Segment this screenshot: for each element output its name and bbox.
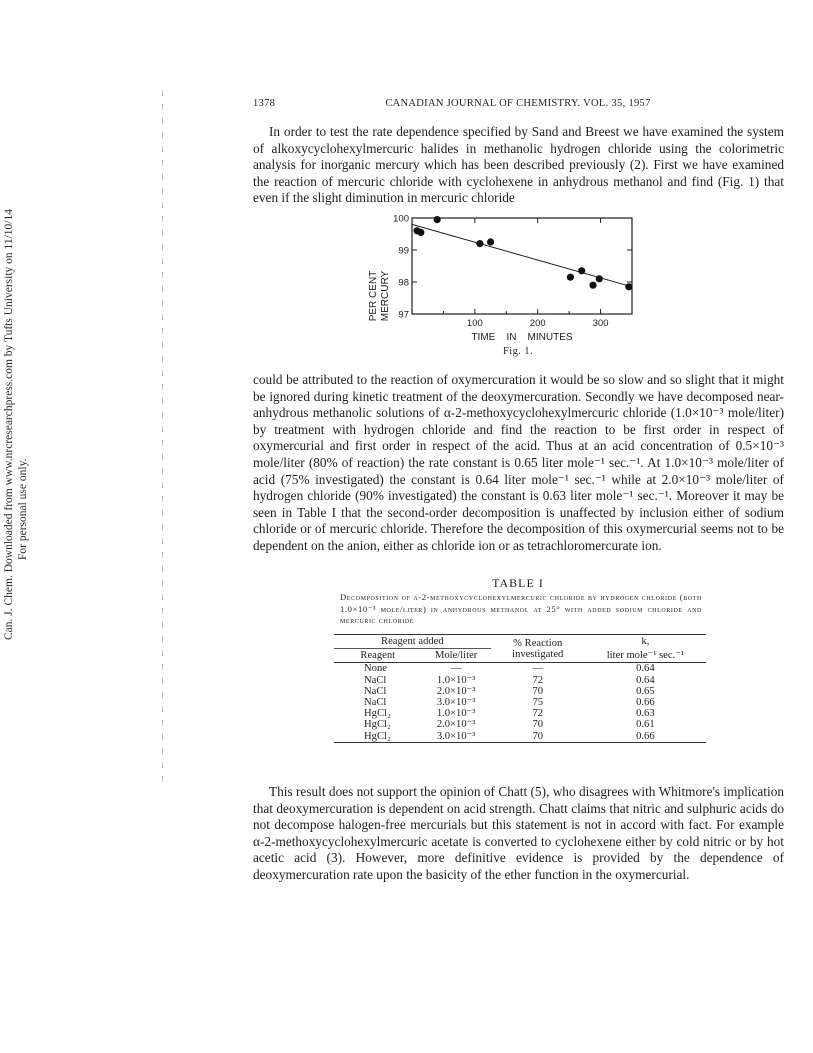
x-axis-label: TIME IN MINUTES: [471, 332, 573, 343]
watermark-line-1: Can. J. Chem. Downloaded from www.nrcresearchpress.com by Tufts University on 11/10/14: [3, 209, 15, 640]
paragraph-1: [253, 124, 784, 207]
y-tick-label: 97: [398, 309, 409, 321]
table-cell-k: 0.66: [636, 730, 655, 742]
table-cell-mole: 3.0×10⁻³: [436, 697, 476, 709]
table-cell-k: 0.64: [636, 663, 655, 675]
paragraph-2: [253, 372, 784, 555]
table-cell-reaction: 75: [532, 697, 544, 709]
y-tick-label: 99: [398, 245, 409, 257]
download-watermark: [0, 160, 46, 640]
table-body: [334, 663, 706, 742]
table-cell-mole: —: [450, 663, 462, 675]
table-cell-reaction: —: [532, 663, 544, 675]
paragraph-1-text: In order to test the rate dependence specified by Sand and Breest we have examined the system of alkoxycyclohexylmercuric halides in methanolic hydrogen chloride using the colorimetric analysis for inorganic mercury which has been described previously (2). First we have examined the reaction of mercuric chloride with cyclohexene in anhydrous methanol and find (Fig. 1) that even if the slight diminution in mercuric chloride: [253, 124, 784, 206]
figure-caption: Fig. 1.: [503, 346, 533, 357]
figure-1: [360, 212, 650, 362]
table-row: [334, 663, 706, 675]
table-row: [334, 731, 706, 743]
table-cell-reaction: 70: [532, 719, 544, 731]
table-cell-reaction: 72: [532, 708, 544, 720]
page-number: 1378: [253, 98, 276, 109]
table-1: [334, 634, 706, 743]
y-axis-label-line-2: MERCURY: [380, 270, 391, 322]
col-header-reaction: % Reaction investigated: [512, 637, 564, 660]
paragraph-3-text: This result does not support the opinion of Chatt (5), who disagrees with Whitmore's implication that deoxymercuration is dependent on acid strength. Chatt claims that nitric and sulphuric acids do not decompose halogen-free mercurials but this statement is not in accord with fact. For example α-2-methoxycyclohexylmercuric acetate is converted to cyclohexene either by cold nitric or by hot acetic acid (3). However, more definitive evidence is provided by the dependence of deoxymercuration rate upon the basicity of the ether function in the oxymercurial.: [253, 784, 784, 882]
table-cell-reaction: 70: [532, 730, 544, 742]
data-point: [589, 282, 596, 289]
y-tick-label: 100: [393, 213, 409, 225]
x-tick-label: 300: [592, 318, 609, 329]
table-caption: TABLE I: [492, 576, 544, 590]
col-header-k-units: liter mole⁻¹ sec.⁻¹: [606, 649, 684, 661]
data-point: [625, 283, 632, 290]
y-axis-label-line-1: PER CENT: [368, 270, 379, 322]
table-cell-mole: 3.0×10⁻³: [436, 730, 476, 742]
table-cell-reagent: NaCl: [364, 697, 387, 709]
table-cell-reagent: HgCl₂: [364, 708, 391, 720]
table-cell-reaction: 72: [532, 674, 544, 686]
col-header-mole: Mole/liter: [434, 650, 478, 662]
table-row: [334, 719, 706, 730]
table-row: [334, 675, 706, 686]
table-cell-reagent: NaCl: [364, 685, 387, 697]
table-cell-k: 0.63: [636, 708, 655, 720]
plot-frame: [412, 218, 632, 314]
data-point: [578, 267, 585, 274]
x-tick-label: 200: [529, 318, 546, 329]
table-cell-reagent: HgCl₂: [364, 730, 391, 742]
col-header-k-symbol: k,: [641, 636, 650, 648]
table-row: [334, 697, 706, 708]
col-header-reagent: Reagent: [360, 650, 396, 662]
table-cell-mole: 2.0×10⁻³: [436, 685, 476, 697]
data-point: [596, 275, 603, 282]
running-header: [253, 98, 783, 114]
table-row: [334, 686, 706, 697]
data-point: [417, 229, 424, 236]
table-cell-k: 0.65: [636, 685, 655, 697]
paragraph-3: [253, 784, 784, 884]
table-cell-mole: 1.0×10⁻³: [436, 674, 476, 686]
scatter-chart: [360, 212, 650, 362]
data-point: [487, 238, 494, 245]
table-cell-k: 0.61: [636, 719, 655, 731]
table-title: Decomposition of α-2-methoxycyclohexylmercuric chloride by hydrogen chloride (both 1.0×10⁻³ mole/liter) in anhydrous methanol at 25° with added sodium chloride and mercuric chloride: [340, 592, 702, 625]
y-tick-label: 98: [398, 277, 409, 289]
scan-margin-line: [162, 90, 163, 790]
table-cell-k: 0.66: [636, 697, 655, 709]
watermark-line-2: For personal use only.: [17, 458, 29, 560]
table-cell-k: 0.64: [636, 674, 655, 686]
journal-title: CANADIAN JOURNAL OF CHEMISTRY. VOL. 35, 1957: [385, 98, 651, 109]
table-cell-reagent: None: [364, 663, 387, 675]
data-point: [567, 274, 574, 281]
table-cell-mole: 2.0×10⁻³: [436, 719, 476, 731]
table-cell-reaction: 70: [532, 685, 544, 697]
paragraph-2-text: could be attributed to the reaction of oxymercuration it would be so slow and so slight that it might be ignored during kinetic treatment of the deoxymercuration. Secondly we have decomposed near-anhydrous methanolic solutions of α-2-methoxycyclohexylmercuric chloride (1.0×10⁻³ mole/liter) by treatment with hydrogen chloride and find the reaction to be first order in respect of oxymercurial and first order in respect of the acid. Thus at an acid concentration of 0.5×10⁻³ mole/liter (80% of reaction) the rate constant is 0.65 liter mole⁻¹ sec.⁻¹. At 1.0×10⁻³ mole/liter of acid (75% investigated) the constant is 0.64 liter mole⁻¹ sec.⁻¹ while at 2.0×10⁻³ mole/liter of hydrogen chloride (90% investigated) the constant is 0.63 liter mole⁻¹ sec.⁻¹. Moreover it may be seen in Table I that the second-order decomposition is unaffected by inclusion either of sodium chloride or of mercuric chloride. Therefore the decomposition of this oxymercurial seems not to be dependent on the anion, either as chloride ion or as tetrachloromercurate ion.: [253, 372, 784, 553]
chart-marks: [412, 216, 632, 290]
table-row: [334, 708, 706, 719]
table-cell-reagent: NaCl: [364, 674, 387, 686]
group-header: Reagent added: [334, 635, 491, 649]
data-point: [476, 240, 483, 247]
table-cell-mole: 1.0×10⁻³: [436, 708, 476, 720]
x-tick-label: 100: [466, 318, 483, 329]
table-cell-reagent: HgCl₂: [364, 719, 391, 731]
data-point: [434, 216, 441, 223]
chart-axes: [393, 214, 632, 330]
